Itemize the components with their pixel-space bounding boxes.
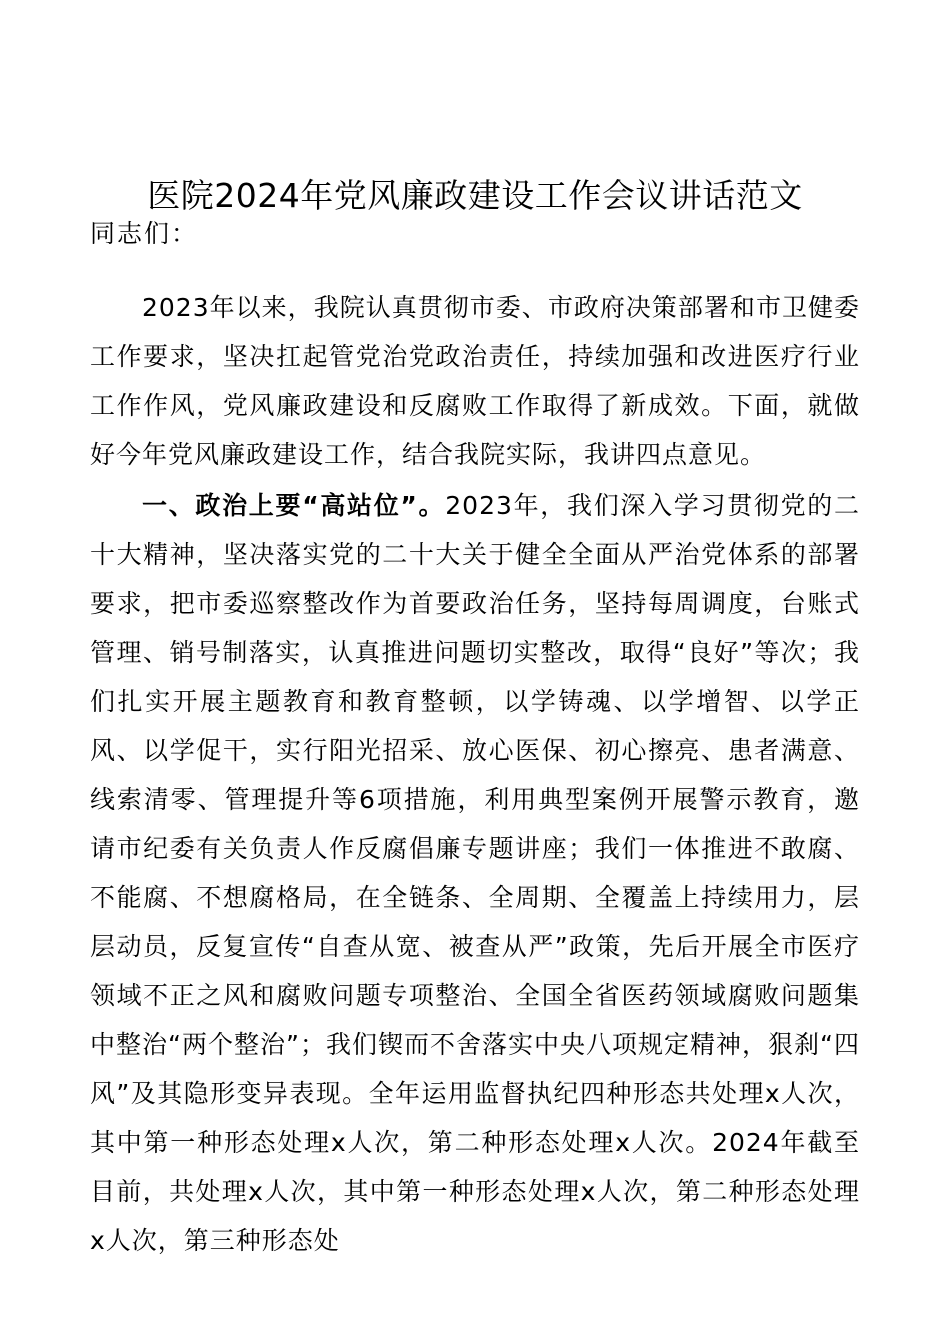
- document-title: 医院2024年党风廉政建设工作会议讲话范文: [147, 176, 803, 215]
- greeting: 同志们：: [90, 219, 199, 248]
- section-1-heading: 一、政治上要“高站位”。: [142, 491, 446, 520]
- paragraph-intro: 2023年以来，我院认真贯彻市委、市政府决策部署和市卫健委工作要求，坚决扛起管党治党政治责任，持续加强和改进医疗行业工作作风，党风廉政建设和反腐败工作取得了新成效。下面，就做好今年党风廉政建设工作，结合我院实际，我讲四点意见。: [90, 293, 860, 469]
- paragraph-section-1: [90, 481, 860, 1265]
- section-1-body: 2023年，我们深入学习贯彻党的二十大精神，坚决落实党的二十大关于健全全面从严治党体系的部署要求，把市委巡察整改作为首要政治任务，坚持每周调度，台账式管理、销号制落实，认真推进问题切实整改，取得“良好”等次；我们扎实开展主题教育和教育整顿，以学铸魂、以学增智、以学正风、以学促干，实行阳光招采、放心医保、初心擦亮、患者满意、线索清零、管理提升等6项措施，利用典型案例开展警示教育，邀请市纪委有关负责人作反腐倡廉专题讲座；我们一体推进不敢腐、不能腐、不想腐格局，在全链条、全周期、全覆盖上持续用力，层层动员，反复宣传“自查从宽、被查从严”政策，先后开展全市医疗领域不正之风和腐败问题专项整治、全国全省医药领域腐败问题集中整治“两个整治”；我们锲而不舍落实中央八项规定精神，狠刹“四风”及其隐形变异表现。全年运用监督执纪四种形态共处理x人次，其中第一种形态处理x人次，第二种形态处理x人次。2024年截至目前，共处理x人次，其中第一种形态处理x人次，第二种形态处理x人次，第三种形态处: [90, 491, 860, 1255]
